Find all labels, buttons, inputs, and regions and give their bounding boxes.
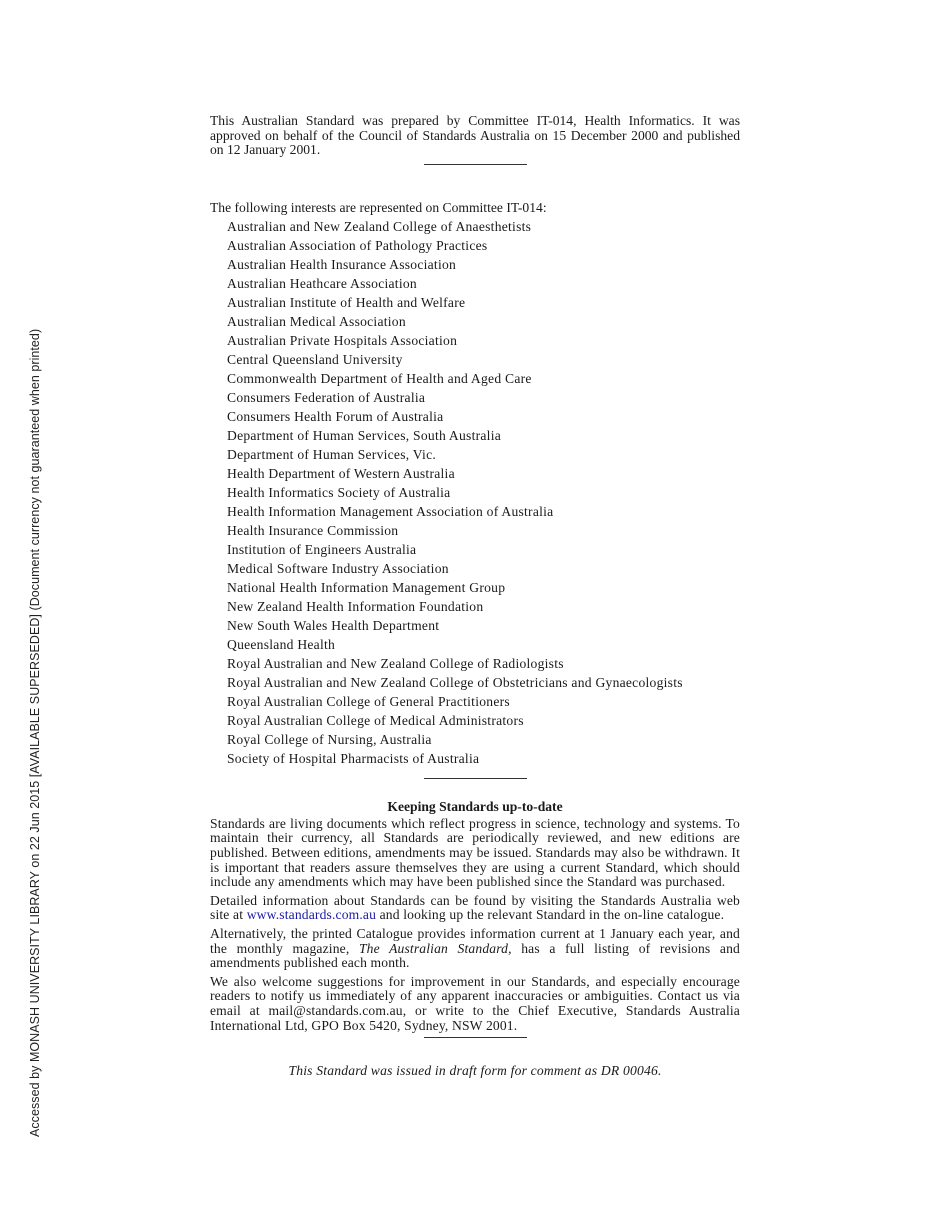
committee-member: Royal Australian and New Zealand College of Radiologists [227, 655, 564, 671]
committee-member: Australian and New Zealand College of Anaesthetists [227, 218, 532, 234]
committee-member: New South Wales Health Department [227, 617, 440, 633]
divider-rule [424, 164, 527, 165]
section-heading: Keeping Standards up-to-date [387, 798, 563, 814]
committee-member: Department of Human Services, Vic. [227, 446, 437, 462]
document-page [210, 114, 740, 1079]
committee-member: Health Department of Western Australia [227, 465, 455, 481]
preface-paragraph: This Australian Standard was prepared by Committee IT-014, Health Informatics. It was approved on behalf of the Council of Standards Australia on 15 December 2000 and published on 12 January 2001. [210, 113, 740, 158]
committee-member: Queensland Health [227, 636, 336, 652]
committee-lead: The following interests are represented on Committee IT-014: [210, 199, 547, 215]
committee-member-list [210, 217, 740, 768]
divider-rule [424, 778, 527, 779]
committee-member: Royal Australian College of General Practitioners [227, 693, 510, 709]
keeping-paragraph-4: We also welcome suggestions for improvement in our Standards, and especially encourage readers to notify us immediately of any apparent inaccuracies or ambiguities. Contact us via email at mail@standards.com.au, or write to the Chief Executive, Standards Australia International Ltd, GPO Box 5420, Sydney, NSW 2001. [210, 973, 740, 1033]
committee-member: Institution of Engineers Australia [227, 541, 417, 557]
keeping-paragraph-2 [210, 894, 740, 923]
committee-member: Australian Institute of Health and Welfare [227, 294, 466, 310]
para3-text-after: , has a full listing of revisions and amendments published each month. [210, 940, 740, 971]
committee-member: Health Insurance Commission [227, 522, 399, 538]
committee-member: Australian Health Insurance Association [227, 256, 457, 272]
committee-member: Australian Private Hospitals Association [227, 332, 458, 348]
committee-section [210, 198, 740, 768]
committee-member: Consumers Federation of Australia [227, 389, 426, 405]
committee-member: Commonwealth Department of Health and Aged Care [227, 370, 532, 386]
committee-member: Central Queensland University [227, 351, 403, 367]
committee-member: Australian Association of Pathology Practices [227, 237, 488, 253]
committee-member: Australian Heathcare Association [227, 275, 417, 291]
committee-member: Medical Software Industry Association [227, 560, 449, 576]
committee-member: Royal Australian and New Zealand College of Obstetricians and Gynaecologists [227, 674, 683, 690]
access-watermark: Accessed by MONASH UNIVERSITY LIBRARY on 22 Jun 2015 [AVAILABLE SUPERSEDED] (Document currency not guaranteed when printed) [28, 328, 42, 1137]
committee-member: Australian Medical Association [227, 313, 406, 329]
para3-text-before: Alternatively, the printed Catalogue provides information current at 1 January each year, and the monthly magazine, [210, 925, 740, 956]
divider-rule [424, 1037, 527, 1038]
committee-member: Royal Australian College of Medical Administrators [227, 712, 524, 728]
committee-member: National Health Information Management Group [227, 579, 506, 595]
keeping-paragraph-1: Standards are living documents which reflect progress in science, technology and systems. To maintain their currency, all Standards are periodically reviewed, and new editions are published. Between editions, amendments may be issued. Standards may also be withdrawn. It is important that readers assure themselves they are using a current Standard, which should include any amendments which may have been published since the Standard was purchased. [210, 815, 740, 890]
committee-member: Department of Human Services, South Australia [227, 427, 502, 443]
committee-member: New Zealand Health Information Foundation [227, 598, 484, 614]
committee-member: Health Informatics Society of Australia [227, 484, 451, 500]
draft-note: This Standard was issued in draft form for comment as DR 00046. [288, 1063, 662, 1079]
magazine-title: The Australian Standard [358, 940, 509, 956]
para2-text-after: and looking up the relevant Standard in the on-line catalogue. [379, 907, 725, 923]
keeping-paragraph-3 [210, 927, 740, 971]
para2-text-before: Detailed information about Standards can be found by visiting the Standards Australia web site at [210, 892, 740, 923]
committee-member: Consumers Health Forum of Australia [227, 408, 444, 424]
committee-member: Royal College of Nursing, Australia [227, 731, 432, 747]
committee-member: Society of Hospital Pharmacists of Australia [227, 750, 480, 766]
standards-website-link[interactable]: www.standards.com.au [246, 907, 377, 923]
committee-member: Health Information Management Association of Australia [227, 503, 554, 519]
